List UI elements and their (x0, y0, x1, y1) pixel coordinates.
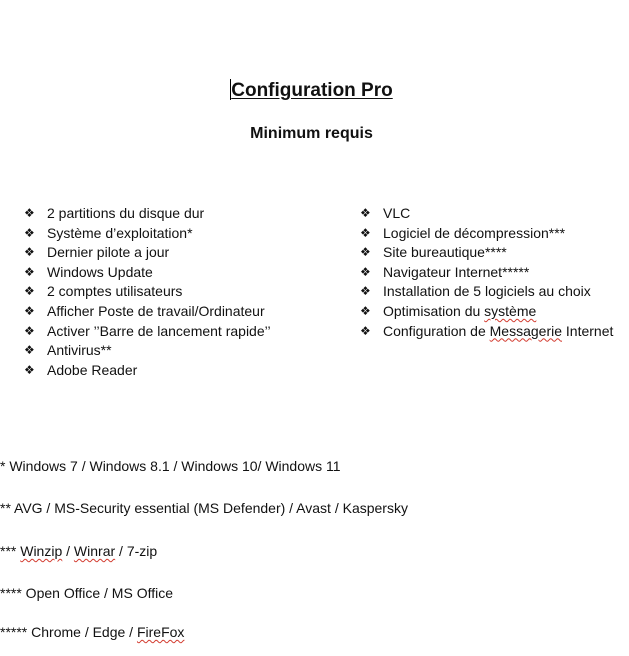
diamond-bullet-icon: ❖ (24, 284, 35, 299)
diamond-bullet-icon: ❖ (24, 323, 35, 338)
list-item: ❖ Configuration de Messagerie Internet (360, 322, 625, 342)
requirements-list-right (360, 204, 625, 341)
list-item: ❖ Dernier pilote a jour (24, 243, 344, 263)
diamond-bullet-icon: ❖ (360, 303, 371, 318)
list-item: ❖ Navigateur Internet***** (360, 263, 625, 283)
spellcheck-word: FireFox (136, 624, 185, 640)
diamond-bullet-icon: ❖ (360, 264, 371, 279)
diamond-bullet-icon: ❖ (360, 323, 371, 338)
spellcheck-word: Winzip (20, 543, 63, 559)
list-item: ❖ Logiciel de décompression*** (360, 224, 625, 244)
list-item: ❖ 2 comptes utilisateurs (24, 282, 344, 302)
diamond-bullet-icon: ❖ (24, 225, 35, 240)
diamond-bullet-icon: ❖ (360, 284, 371, 299)
list-item: ❖ Adobe Reader (24, 361, 344, 381)
list-item: ❖ Site bureautique**** (360, 243, 625, 263)
list-item: ❖ Optimisation du système (360, 302, 625, 322)
diamond-bullet-icon: ❖ (24, 362, 35, 377)
list-item: ❖ 2 partitions du disque dur (24, 204, 344, 224)
list-item: ❖ VLC (360, 204, 625, 224)
diamond-bullet-icon: ❖ (360, 206, 371, 220)
diamond-bullet-icon: ❖ (24, 206, 35, 220)
spellcheck-word: système (484, 302, 537, 319)
spellcheck-word: Messagerie (489, 322, 563, 339)
footnote-browser: ***** Chrome / Edge / FireFox (0, 624, 185, 640)
list-item: ❖ Système d’exploitation* (24, 224, 344, 244)
footnote-os: * Windows 7 / Windows 8.1 / Windows 10/ Windows 11 (0, 458, 341, 474)
diamond-bullet-icon: ❖ (24, 245, 35, 260)
document-subtitle: Minimum requis (250, 125, 373, 142)
document-title (0, 79, 623, 103)
list-item: ❖ Afficher Poste de travail/Ordinateur (24, 302, 344, 322)
footnote-office: **** Open Office / MS Office (0, 585, 174, 601)
diamond-bullet-icon: ❖ (24, 343, 35, 358)
list-item: ❖ Antivirus** (24, 341, 344, 361)
list-item: ❖ Activer ’’Barre de lancement rapide’’ (24, 322, 344, 342)
requirements-list-left (24, 204, 344, 380)
diamond-bullet-icon: ❖ (24, 303, 35, 318)
diamond-bullet-icon: ❖ (24, 264, 35, 279)
spellcheck-word: Winrar (73, 543, 116, 559)
diamond-bullet-icon: ❖ (360, 245, 371, 260)
document-title-text: Configuration Pro (231, 80, 393, 101)
list-item: ❖ Windows Update (24, 263, 344, 283)
diamond-bullet-icon: ❖ (360, 225, 371, 240)
footnote-antivirus: ** AVG / MS-Security essential (MS Defender) / Avast / Kaspersky (0, 500, 408, 516)
list-item: ❖ Installation de 5 logiciels au choix (360, 282, 625, 302)
footnote-compression: *** Winzip / Winrar / 7-zip (0, 543, 158, 559)
